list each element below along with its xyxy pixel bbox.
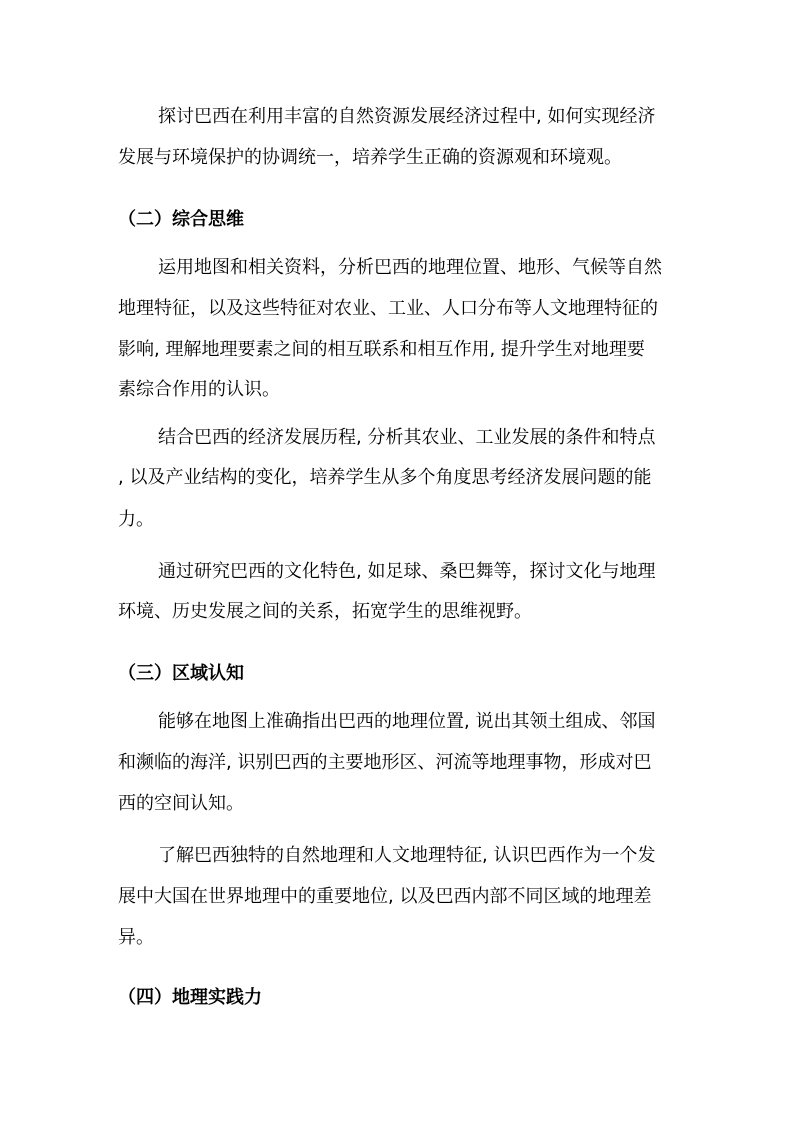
paragraph-line: 西的空间认知。: [118, 793, 244, 814]
paragraph-line: 地理特征，以及这些特征对农业、工业、人口分布等人文地理特征的: [118, 298, 658, 319]
paragraph-line: 探讨巴西在利用丰富的自然资源发展经济过程中, 如何实现经济: [158, 106, 656, 127]
section-heading: （四）地理实践力: [118, 987, 262, 1008]
paragraph-line: 素综合作用的认识。: [118, 379, 280, 400]
paragraph-line: , 以及产业结构的变化，培养学生从多个角度思考经济发展问题的能: [118, 467, 652, 488]
paragraph-line: 通过研究巴西的文化特色, 如足球、桑巴舞等，探讨文化与地理: [158, 561, 656, 582]
paragraph-line: 运用地图和相关资料，分析巴西的地理位置、地形、气候等自然: [158, 257, 662, 278]
section-heading: （二）综合思维: [118, 209, 244, 230]
paragraph-line: 能够在地图上准确指出巴西的地理位置, 说出其领土组成、邻国: [158, 711, 656, 732]
paragraph-line: 异。: [118, 927, 154, 948]
paragraph-line: 展中大国在世界地理中的重要地位, 以及巴西内部不同区域的地理差: [118, 886, 652, 907]
section-heading: （三）区域认知: [118, 663, 244, 684]
paragraph-line: 发展与环境保护的协调统一，培养学生正确的资源观和环境观。: [118, 147, 622, 168]
paragraph-line: 结合巴西的经济发展历程, 分析其农业、工业发展的条件和特点: [158, 427, 656, 448]
paragraph-line: 环境、历史发展之间的关系，拓宽学生的思维视野。: [118, 601, 532, 622]
paragraph-line: 和濒临的海洋, 识别巴西的主要地形区、河流等地理事物，形成对巴: [118, 752, 652, 773]
paragraph-line: 影响, 理解地理要素之间的相互联系和相互作用, 提升学生对地理要: [118, 339, 645, 360]
paragraph-line: 了解巴西独特的自然地理和人文地理特征, 认识巴西作为一个发: [158, 845, 656, 866]
paragraph-line: 力。: [118, 509, 154, 530]
